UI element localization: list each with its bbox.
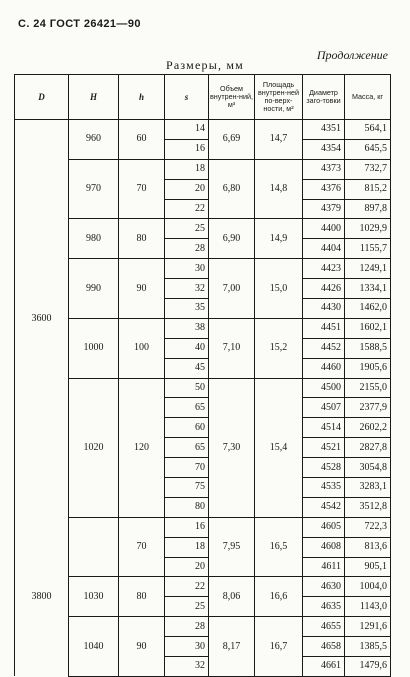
cell-volume: 7,10 xyxy=(209,318,255,378)
cell-blank-diameter: 4451 xyxy=(303,318,345,338)
table-body xyxy=(15,120,391,677)
cell-H: 980 xyxy=(69,219,119,259)
cell-blank-diameter: 4351 xyxy=(303,120,345,140)
cell-mass: 1479,6 xyxy=(345,657,391,677)
cell-blank-diameter: 4608 xyxy=(303,537,345,557)
column-header-H: H xyxy=(69,75,119,120)
cell-blank-diameter: 4535 xyxy=(303,478,345,498)
cell-h: 70 xyxy=(119,517,165,577)
column-header-area: Площадь внутрен-ней по-верх-ности, м² xyxy=(255,75,303,120)
cell-s: 75 xyxy=(165,478,209,498)
cell-s: 18 xyxy=(165,537,209,557)
table-row xyxy=(15,120,391,140)
cell-s: 30 xyxy=(165,637,209,657)
cell-mass: 905,1 xyxy=(345,557,391,577)
cell-blank-diameter: 4655 xyxy=(303,617,345,637)
cell-s: 50 xyxy=(165,378,209,398)
cell-mass: 3283,1 xyxy=(345,478,391,498)
cell-h: 80 xyxy=(119,219,165,259)
cell-volume: 7,00 xyxy=(209,259,255,319)
column-header-h: h xyxy=(119,75,165,120)
cell-volume: 7,30 xyxy=(209,378,255,517)
cell-h: 120 xyxy=(119,378,165,517)
cell-s: 14 xyxy=(165,120,209,140)
cell-s: 80 xyxy=(165,497,209,517)
cell-blank-diameter: 4605 xyxy=(303,517,345,537)
table-row xyxy=(15,259,391,279)
cell-blank-diameter: 4661 xyxy=(303,657,345,677)
cell-blank-diameter: 4635 xyxy=(303,597,345,617)
cell-s: 16 xyxy=(165,517,209,537)
cell-blank-diameter: 4542 xyxy=(303,497,345,517)
cell-mass: 1462,0 xyxy=(345,299,391,319)
cell-area: 15,0 xyxy=(255,259,303,319)
cell-h: 90 xyxy=(119,617,165,677)
column-header-D: D xyxy=(15,75,69,120)
cell-s: 28 xyxy=(165,617,209,637)
cell-blank-diameter: 4423 xyxy=(303,259,345,279)
column-header-s: s xyxy=(165,75,209,120)
cell-mass: 2377,9 xyxy=(345,398,391,418)
cell-s: 32 xyxy=(165,279,209,299)
table-row xyxy=(15,617,391,637)
cell-s: 30 xyxy=(165,259,209,279)
cell-h: 100 xyxy=(119,318,165,378)
cell-s: 16 xyxy=(165,139,209,159)
cell-s: 25 xyxy=(165,597,209,617)
cell-mass: 2602,2 xyxy=(345,418,391,438)
cell-H: 1030 xyxy=(69,577,119,617)
cell-H: 1000 xyxy=(69,318,119,378)
cell-s: 22 xyxy=(165,577,209,597)
cell-blank-diameter: 4400 xyxy=(303,219,345,239)
cell-area: 14,7 xyxy=(255,120,303,160)
cell-h: 60 xyxy=(119,120,165,160)
continuation-note: Продолжение xyxy=(316,48,388,62)
cell-area: 16,7 xyxy=(255,617,303,677)
cell-mass: 1004,0 xyxy=(345,577,391,597)
cell-mass: 1249,1 xyxy=(345,259,391,279)
cell-D: 3600 xyxy=(15,120,69,518)
table-row xyxy=(15,318,391,338)
cell-blank-diameter: 4521 xyxy=(303,438,345,458)
cell-mass: 1588,5 xyxy=(345,338,391,358)
cell-mass: 564,1 xyxy=(345,120,391,140)
cell-h: 80 xyxy=(119,577,165,617)
cell-mass: 722,3 xyxy=(345,517,391,537)
cell-h: 70 xyxy=(119,159,165,219)
cell-blank-diameter: 4630 xyxy=(303,577,345,597)
cell-mass: 1905,6 xyxy=(345,358,391,378)
cell-mass: 1143,0 xyxy=(345,597,391,617)
cell-s: 38 xyxy=(165,318,209,338)
cell-mass: 1155,7 xyxy=(345,239,391,259)
cell-h: 90 xyxy=(119,259,165,319)
cell-s: 60 xyxy=(165,418,209,438)
cell-mass: 1385,5 xyxy=(345,637,391,657)
cell-mass: 645,5 xyxy=(345,139,391,159)
cell-area: 15,4 xyxy=(255,378,303,517)
cell-mass: 1029,9 xyxy=(345,219,391,239)
cell-area: 15,2 xyxy=(255,318,303,378)
cell-H: 1040 xyxy=(69,617,119,677)
column-header-mass: Масса, кг xyxy=(345,75,391,120)
cell-s: 45 xyxy=(165,358,209,378)
cell-blank-diameter: 4376 xyxy=(303,179,345,199)
cell-blank-diameter: 4404 xyxy=(303,239,345,259)
cell-blank-diameter: 4460 xyxy=(303,358,345,378)
cell-mass: 1602,1 xyxy=(345,318,391,338)
dimensions-table xyxy=(14,74,391,677)
cell-blank-diameter: 4452 xyxy=(303,338,345,358)
cell-volume: 7,95 xyxy=(209,517,255,577)
cell-blank-diameter: 4379 xyxy=(303,199,345,219)
table-row xyxy=(15,378,391,398)
cell-mass: 815,2 xyxy=(345,179,391,199)
cell-volume: 8,06 xyxy=(209,577,255,617)
cell-s: 20 xyxy=(165,557,209,577)
cell-mass: 3512,8 xyxy=(345,497,391,517)
cell-H: 970 xyxy=(69,159,119,219)
cell-s: 65 xyxy=(165,398,209,418)
cell-H: 990 xyxy=(69,259,119,319)
table-row xyxy=(15,517,391,537)
cell-blank-diameter: 4611 xyxy=(303,557,345,577)
table-row xyxy=(15,159,391,179)
page-header: С. 24 ГОСТ 26421—90 xyxy=(18,18,141,30)
cell-blank-diameter: 4354 xyxy=(303,139,345,159)
cell-D: 3800 xyxy=(15,517,69,676)
cell-blank-diameter: 4430 xyxy=(303,299,345,319)
column-header-volume: Объем внутрен-ний, м³ xyxy=(209,75,255,120)
dimensions-caption: Размеры, мм xyxy=(166,58,244,72)
cell-s: 18 xyxy=(165,159,209,179)
cell-s: 28 xyxy=(165,239,209,259)
cell-volume: 6,80 xyxy=(209,159,255,219)
cell-mass: 897,8 xyxy=(345,199,391,219)
cell-mass: 3054,8 xyxy=(345,458,391,478)
cell-mass: 813,6 xyxy=(345,537,391,557)
cell-area: 14,8 xyxy=(255,159,303,219)
cell-area: 16,5 xyxy=(255,517,303,577)
cell-mass: 1334,1 xyxy=(345,279,391,299)
cell-mass: 2827,8 xyxy=(345,438,391,458)
cell-blank-diameter: 4658 xyxy=(303,637,345,657)
cell-H: 960 xyxy=(69,120,119,160)
cell-H xyxy=(69,517,119,577)
table-row xyxy=(15,577,391,597)
cell-blank-diameter: 4528 xyxy=(303,458,345,478)
cell-area: 14,9 xyxy=(255,219,303,259)
cell-s: 22 xyxy=(165,199,209,219)
cell-blank-diameter: 4507 xyxy=(303,398,345,418)
cell-blank-diameter: 4500 xyxy=(303,378,345,398)
cell-s: 20 xyxy=(165,179,209,199)
cell-s: 40 xyxy=(165,338,209,358)
cell-mass: 1291,6 xyxy=(345,617,391,637)
cell-mass: 732,7 xyxy=(345,159,391,179)
cell-blank-diameter: 4514 xyxy=(303,418,345,438)
cell-s: 35 xyxy=(165,299,209,319)
cell-volume: 6,90 xyxy=(209,219,255,259)
cell-s: 25 xyxy=(165,219,209,239)
cell-s: 65 xyxy=(165,438,209,458)
cell-blank-diameter: 4373 xyxy=(303,159,345,179)
column-header-blank-diameter: Диаметр заго-товки xyxy=(303,75,345,120)
cell-mass: 2155,0 xyxy=(345,378,391,398)
table-row xyxy=(15,219,391,239)
cell-area: 16,6 xyxy=(255,577,303,617)
cell-s: 70 xyxy=(165,458,209,478)
cell-s: 32 xyxy=(165,657,209,677)
cell-volume: 8,17 xyxy=(209,617,255,677)
cell-H: 1020 xyxy=(69,378,119,517)
cell-volume: 6,69 xyxy=(209,120,255,160)
table-header-row xyxy=(15,75,391,120)
cell-blank-diameter: 4426 xyxy=(303,279,345,299)
